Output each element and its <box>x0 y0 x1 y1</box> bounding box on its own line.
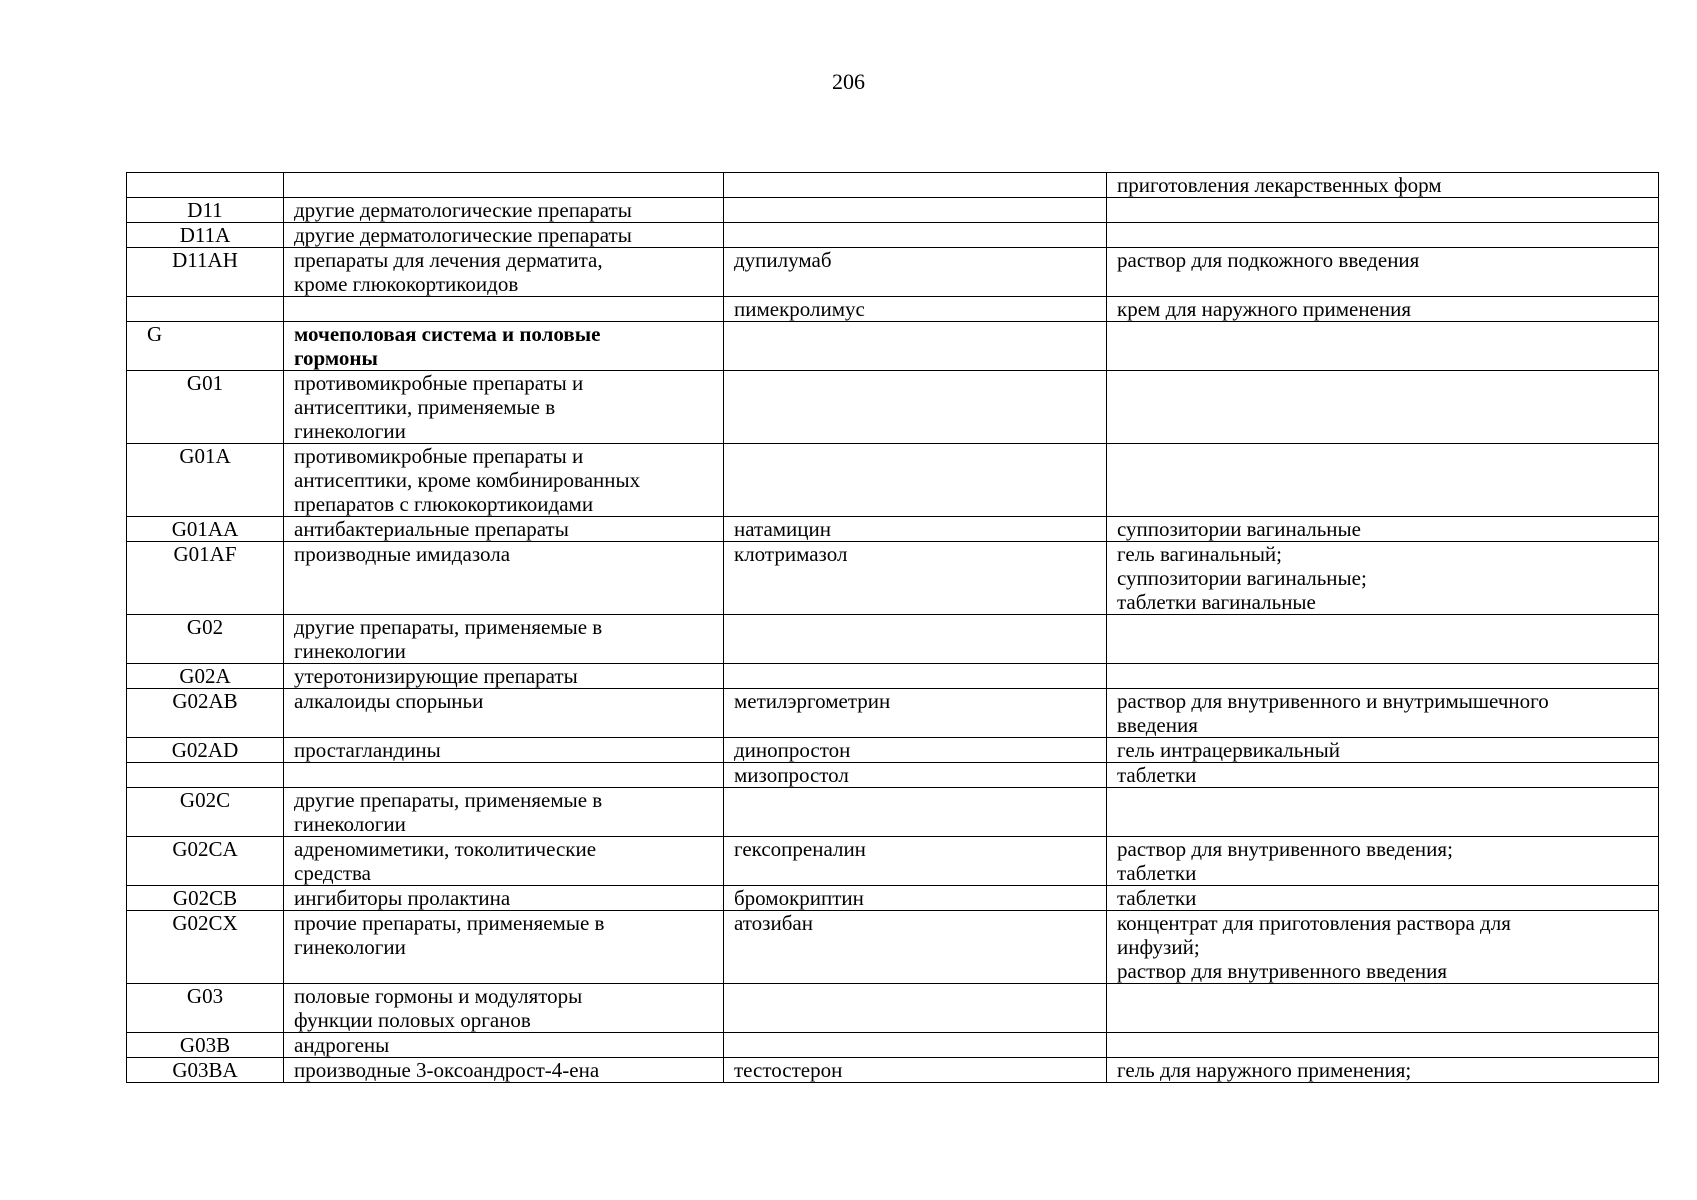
group-name-cell: простагландины <box>284 738 724 763</box>
table-row <box>127 517 1659 542</box>
table-row <box>127 223 1659 248</box>
atc-code-cell <box>127 173 284 198</box>
dosage-form-cell <box>1107 1033 1659 1058</box>
atc-code-cell: G01A <box>127 444 284 517</box>
table-row <box>127 837 1659 886</box>
group-name-cell: производные имидазола <box>284 542 724 615</box>
atc-code-cell: G01AA <box>127 517 284 542</box>
dosage-form-cell: раствор для подкожного введения <box>1107 248 1659 297</box>
atc-code-cell: G02A <box>127 664 284 689</box>
group-name-cell: противомикробные препараты и антисептики, применяемые в гинекологии <box>284 371 724 444</box>
drug-name-cell <box>724 223 1107 248</box>
group-name-cell: другие препараты, применяемые в гинекологии <box>284 615 724 664</box>
table-row <box>127 1058 1659 1083</box>
atc-code-cell: G01 <box>127 371 284 444</box>
group-name-cell: другие дерматологические препараты <box>284 198 724 223</box>
dosage-form-cell: гель для наружного применения; <box>1107 1058 1659 1083</box>
table-row <box>127 788 1659 837</box>
page-number: 206 <box>832 69 865 94</box>
atc-code-cell: G02CX <box>127 911 284 984</box>
drug-name-cell: бромокриптин <box>724 886 1107 911</box>
group-name-cell <box>284 297 724 322</box>
table-row <box>127 198 1659 223</box>
atc-code-cell: G01AF <box>127 542 284 615</box>
dosage-form-cell <box>1107 788 1659 837</box>
drug-name-cell <box>724 444 1107 517</box>
atc-code-cell: G03B <box>127 1033 284 1058</box>
dosage-form-cell: раствор для внутривенного и внутримышечного введения <box>1107 689 1659 738</box>
group-name-cell: антибактериальные препараты <box>284 517 724 542</box>
group-name-cell: половые гормоны и модуляторы функции половых органов <box>284 984 724 1033</box>
group-name-cell: производные 3-оксоандрост-4-ена <box>284 1058 724 1083</box>
table-row <box>127 615 1659 664</box>
atc-code-cell: G <box>127 322 284 371</box>
atc-code-cell: G02C <box>127 788 284 837</box>
drug-name-cell <box>724 1033 1107 1058</box>
dosage-form-cell: гель вагинальный; суппозитории вагинальные; таблетки вагинальные <box>1107 542 1659 615</box>
table-row <box>127 886 1659 911</box>
atc-code-cell: D11AH <box>127 248 284 297</box>
group-name-cell: ингибиторы пролактина <box>284 886 724 911</box>
table-row <box>127 248 1659 297</box>
drug-name-cell: гексопреналин <box>724 837 1107 886</box>
dosage-form-cell: крем для наружного применения <box>1107 297 1659 322</box>
group-name-cell: мочеполовая система и половые гормоны <box>284 322 724 371</box>
group-name-cell: алкалоиды спорыньи <box>284 689 724 738</box>
table-row <box>127 911 1659 984</box>
group-name-cell: противомикробные препараты и антисептики, кроме комбинированных препаратов с глюкокортикоидами <box>284 444 724 517</box>
drug-name-cell: тестостерон <box>724 1058 1107 1083</box>
table-row <box>127 322 1659 371</box>
atc-code-cell: G02 <box>127 615 284 664</box>
dosage-form-cell <box>1107 444 1659 517</box>
group-name-cell: андрогены <box>284 1033 724 1058</box>
drug-name-cell <box>724 198 1107 223</box>
group-name-cell: другие дерматологические препараты <box>284 223 724 248</box>
drug-name-cell <box>724 788 1107 837</box>
drug-classification-table <box>126 172 1659 1083</box>
drug-name-cell: атозибан <box>724 911 1107 984</box>
atc-code-cell <box>127 297 284 322</box>
atc-code-cell: G02CA <box>127 837 284 886</box>
table-row <box>127 173 1659 198</box>
dosage-form-cell <box>1107 322 1659 371</box>
table-row <box>127 1033 1659 1058</box>
dosage-form-cell: концентрат для приготовления раствора для инфузий; раствор для внутривенного введения <box>1107 911 1659 984</box>
drug-name-cell <box>724 371 1107 444</box>
drug-name-cell: дупилумаб <box>724 248 1107 297</box>
drug-name-cell <box>724 664 1107 689</box>
dosage-form-cell <box>1107 984 1659 1033</box>
dosage-form-cell: суппозитории вагинальные <box>1107 517 1659 542</box>
atc-code-cell: D11A <box>127 223 284 248</box>
atc-code-cell: G03BA <box>127 1058 284 1083</box>
atc-code-cell: G02CB <box>127 886 284 911</box>
drug-name-cell <box>724 322 1107 371</box>
drug-name-cell: динопростон <box>724 738 1107 763</box>
table-row <box>127 371 1659 444</box>
atc-code-cell <box>127 763 284 788</box>
table-row <box>127 664 1659 689</box>
group-name-cell: утеротонизирующие препараты <box>284 664 724 689</box>
group-name-cell: адреномиметики, токолитические средства <box>284 837 724 886</box>
group-name-cell: препараты для лечения дерматита, кроме глюкокортикоидов <box>284 248 724 297</box>
dosage-form-cell <box>1107 371 1659 444</box>
drug-name-cell <box>724 173 1107 198</box>
table-row <box>127 738 1659 763</box>
atc-code-cell: D11 <box>127 198 284 223</box>
dosage-form-cell: таблетки <box>1107 763 1659 788</box>
atc-code-cell: G03 <box>127 984 284 1033</box>
dosage-form-cell: таблетки <box>1107 886 1659 911</box>
table-row <box>127 444 1659 517</box>
dosage-form-cell <box>1107 664 1659 689</box>
group-name-cell <box>284 173 724 198</box>
table-row <box>127 984 1659 1033</box>
dosage-form-cell: гель интрацервикальный <box>1107 738 1659 763</box>
atc-code-cell: G02AD <box>127 738 284 763</box>
group-name-cell: прочие препараты, применяемые в гинекологии <box>284 911 724 984</box>
table-row <box>127 297 1659 322</box>
drug-name-cell: пимекролимус <box>724 297 1107 322</box>
dosage-form-cell: раствор для внутривенного введения; таблетки <box>1107 837 1659 886</box>
atc-code-cell: G02AB <box>127 689 284 738</box>
drug-name-cell <box>724 615 1107 664</box>
group-name-cell <box>284 763 724 788</box>
table-row <box>127 763 1659 788</box>
drug-name-cell: мизопростол <box>724 763 1107 788</box>
drug-name-cell: клотримазол <box>724 542 1107 615</box>
dosage-form-cell <box>1107 615 1659 664</box>
dosage-form-cell: приготовления лекарственных форм <box>1107 173 1659 198</box>
dosage-form-cell <box>1107 198 1659 223</box>
table-row <box>127 689 1659 738</box>
table-body <box>127 173 1659 1083</box>
drug-name-cell <box>724 984 1107 1033</box>
group-name-cell: другие препараты, применяемые в гинекологии <box>284 788 724 837</box>
drug-name-cell: натамицин <box>724 517 1107 542</box>
dosage-form-cell <box>1107 223 1659 248</box>
table-row <box>127 542 1659 615</box>
drug-name-cell: метилэргометрин <box>724 689 1107 738</box>
